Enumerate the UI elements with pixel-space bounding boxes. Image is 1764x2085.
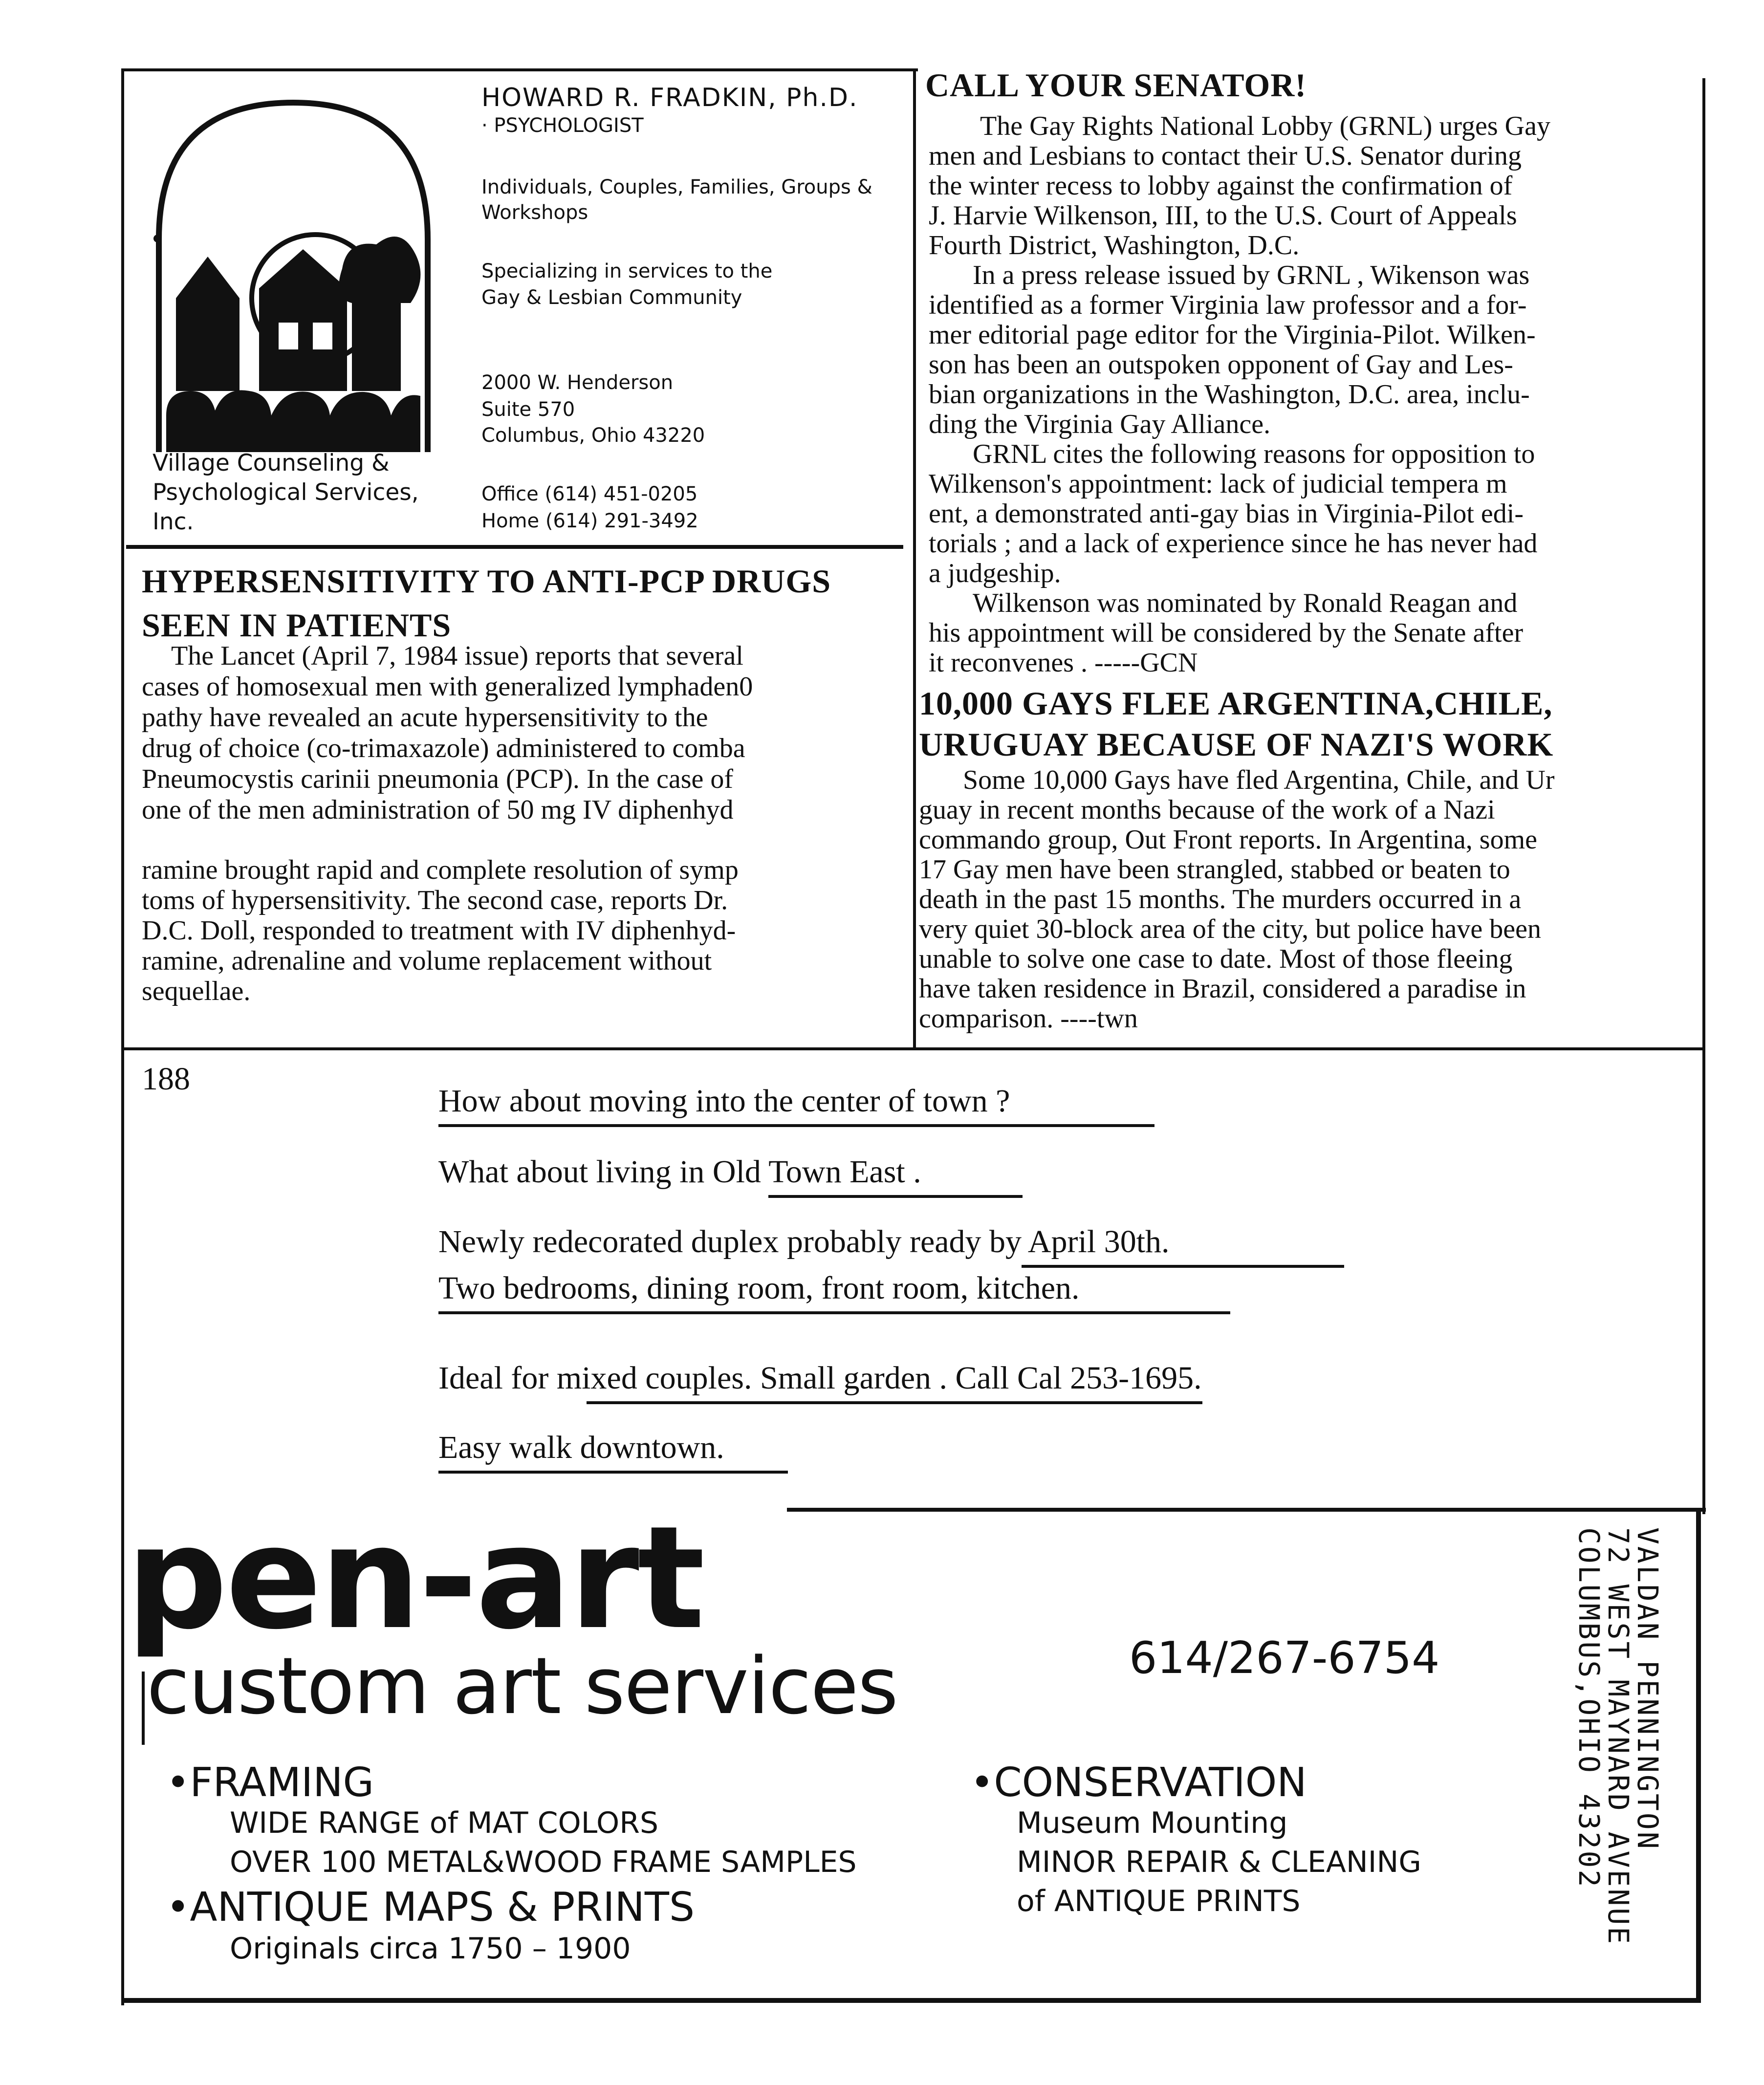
fradkin-address-1: 2000 W. Henderson	[481, 371, 674, 394]
framing-heading: •FRAMING	[166, 1759, 374, 1806]
argentina-line: death in the past 15 months. The murders occurred in a	[919, 884, 1522, 914]
argentina-line: Some 10,000 Gays have fled Argentina, Chile, and Ur	[963, 765, 1555, 795]
pcp-line: drug of choice (co-trimaxazole) administered to comba	[142, 733, 745, 763]
village-logo	[147, 93, 440, 455]
conservation-detail-1: Museum Mounting	[1017, 1806, 1288, 1840]
conservation-detail-3: of ANTIQUE PRINTS	[1017, 1884, 1301, 1918]
frame-left-bottom	[121, 1050, 124, 2005]
antique-detail-1: Originals circa 1750 – 1900	[230, 1932, 631, 1966]
fradkin-services-1: Individuals, Couples, Families, Groups &	[481, 176, 872, 198]
pcp-line: ramine brought rapid and complete resolution of symp	[142, 855, 739, 885]
address-line-3: COLUMBUS,OHIO 43202	[1572, 1527, 1606, 1889]
framing-detail-2: OVER 100 METAL&WOOD FRAME SAMPLES	[230, 1845, 857, 1879]
tree-icon	[339, 237, 420, 391]
senator-line: GRNL cites the following reasons for opposition to	[973, 439, 1535, 469]
pcp-line: D.C. Doll, responded to treatment with IV diphenhyd-	[142, 915, 736, 946]
senator-line: Fourth District, Washington, D.C.	[929, 230, 1300, 261]
underline	[438, 1311, 1230, 1314]
senator-line: J. Harvie Wilkenson, III, to the U.S. Court of Appeals	[929, 200, 1517, 231]
senator-line: Wilkenson's appointment: lack of judicial tempera m	[929, 469, 1507, 499]
underline	[438, 1124, 1154, 1127]
fradkin-title: · PSYCHOLOGIST	[481, 114, 644, 137]
housing-line-2: What about living in Old Town East .	[438, 1154, 921, 1190]
antique-heading: •ANTIQUE MAPS & PRINTS	[166, 1884, 695, 1931]
senator-line: a judgeship.	[929, 558, 1061, 588]
frame-top-left	[121, 68, 918, 71]
frame-middle-horizontal	[121, 1047, 1705, 1050]
housing-line-5: Ideal for mixed couples. Small garden . Call Cal 253-1695.	[438, 1360, 1202, 1396]
pen-art-left-rule	[142, 1672, 145, 1745]
frame-right-bottom	[1702, 1050, 1705, 1514]
senator-line: torials ; and a lack of experience since he has never had	[929, 528, 1538, 559]
argentina-line: commando group, Out Front reports. In Argentina, some	[919, 825, 1538, 855]
argentina-line: 17 Gay men have been strangled, stabbed or beaten to	[919, 854, 1510, 885]
framing-detail-1: WIDE RANGE of MAT COLORS	[230, 1806, 659, 1840]
senator-line: The Gay Rights National Lobby (GRNL) urges Gay	[980, 111, 1550, 141]
pcp-line: toms of hypersensitivity. The second case, reports Dr.	[142, 885, 728, 915]
pcp-line: Pneumocystis carinii pneumonia (PCP). In the case of	[142, 764, 733, 794]
fradkin-home-phone: Home (614) 291-3492	[481, 510, 698, 532]
fradkin-address-2: Suite 570	[481, 398, 575, 421]
village-org-2: Psychological Services,	[152, 479, 419, 506]
senator-line: men and Lesbians to contact their U.S. Senator during	[929, 141, 1522, 171]
fradkin-special-1: Specializing in services to the	[481, 260, 773, 282]
people-silhouettes	[166, 390, 420, 452]
underline	[1022, 1265, 1344, 1268]
page-number: 188	[142, 1061, 190, 1097]
argentina-line: unable to solve one case to date. Most of those fleeing	[919, 944, 1513, 974]
frame-left-top	[121, 68, 124, 1050]
pen-art-logo: pen-art	[126, 1496, 703, 1661]
fradkin-services-2: Workshops	[481, 201, 588, 224]
pen-art-phone: 614/267-6754	[1129, 1632, 1440, 1684]
frame-column-divider	[913, 68, 916, 1050]
village-org-3: Inc.	[152, 508, 194, 535]
fradkin-special-2: Gay & Lesbian Community	[481, 286, 742, 309]
senator-line: son has been an outspoken opponent of Gay and Les-	[929, 349, 1513, 380]
pcp-line: cases of homosexual men with generalized lymphaden0	[142, 672, 753, 702]
pen-art-bottom-rule	[121, 1998, 1701, 2003]
senator-line: his appointment will be considered by the Senate after	[929, 618, 1524, 648]
senator-line: ding the Virginia Gay Alliance.	[929, 409, 1271, 439]
pen-art-top-rule	[787, 1508, 1706, 1512]
argentina-line: comparison. ----twn	[919, 1003, 1138, 1034]
housing-line-1: How about moving into the center of town ?	[438, 1083, 1010, 1119]
house-right-icon	[259, 249, 347, 391]
frame-right-top	[1702, 78, 1705, 1051]
argentina-headline-1: 10,000 GAYS FLEE ARGENTINA,CHILE,	[919, 685, 1553, 722]
argentina-line: guay in recent months because of the work of a Nazi	[919, 795, 1495, 825]
housing-line-4: Two bedrooms, dining room, front room, kitchen.	[438, 1270, 1080, 1306]
pcp-headline-1: HYPERSENSITIVITY TO ANTI-PCP DRUGS	[142, 563, 831, 600]
senator-line: the winter recess to lobby against the confirmation of	[929, 171, 1513, 201]
senator-headline: CALL YOUR SENATOR!	[925, 66, 1307, 104]
conservation-heading: •CONSERVATION	[970, 1759, 1307, 1806]
address-line-2: 72 WEST MAYNARD AVENUE	[1602, 1527, 1635, 1946]
argentina-line: have taken residence in Brazil, considered a paradise in	[919, 974, 1526, 1004]
pcp-line: one of the men administration of 50 mg IV diphenhyd	[142, 795, 734, 825]
conservation-detail-2: MINOR REPAIR & CLEANING	[1017, 1845, 1421, 1879]
senator-line: it reconvenes . -----GCN	[929, 648, 1198, 678]
senator-line: bian organizations in the Washington, D.C. area, inclu-	[929, 379, 1530, 410]
fradkin-address-3: Columbus, Ohio 43220	[481, 424, 705, 447]
argentina-headline-2: URUGUAY BECAUSE OF NAZI'S WORK	[919, 726, 1554, 763]
address-line-1: VALDAN PENNINGTON	[1631, 1527, 1664, 1851]
senator-line: In a press release issued by GRNL , Wikenson was	[973, 260, 1530, 290]
pcp-line: The Lancet (April 7, 1984 issue) reports that several	[171, 641, 743, 671]
senator-line: Wilkenson was nominated by Ronald Reagan and	[973, 588, 1518, 618]
underline	[587, 1401, 1202, 1404]
pcp-line: sequellae.	[142, 976, 251, 1006]
senator-line: ent, a demonstrated anti-gay bias in Virginia-Pilot edi-	[929, 499, 1524, 529]
senator-line: identified as a former Virginia law professor and a for-	[929, 290, 1527, 320]
argentina-line: very quiet 30-block area of the city, but police have been	[919, 914, 1541, 944]
housing-line-3: Newly redecorated duplex probably ready by April 30th.	[438, 1224, 1170, 1260]
pcp-line: ramine, adrenaline and volume replacement without	[142, 946, 712, 976]
underline	[438, 1471, 788, 1474]
fradkin-bottom-rule	[126, 545, 903, 549]
underline	[768, 1195, 1023, 1198]
housing-line-6: Easy walk downtown.	[438, 1430, 724, 1465]
house-left-icon	[176, 257, 240, 391]
pcp-headline-2: SEEN IN PATIENTS	[142, 607, 452, 644]
pen-art-right-rule	[1696, 1508, 1701, 2001]
pcp-line: pathy have revealed an acute hypersensitivity to the	[142, 702, 708, 733]
senator-line: mer editorial page editor for the Virginia-Pilot. Wilken-	[929, 320, 1536, 350]
village-org-1: Village Counseling &	[152, 450, 390, 477]
pen-art-tagline: custom art services	[147, 1640, 897, 1732]
fradkin-name: HOWARD R. FRADKIN, Ph.D.	[481, 83, 858, 112]
fradkin-office-phone: Office (614) 451-0205	[481, 483, 698, 505]
